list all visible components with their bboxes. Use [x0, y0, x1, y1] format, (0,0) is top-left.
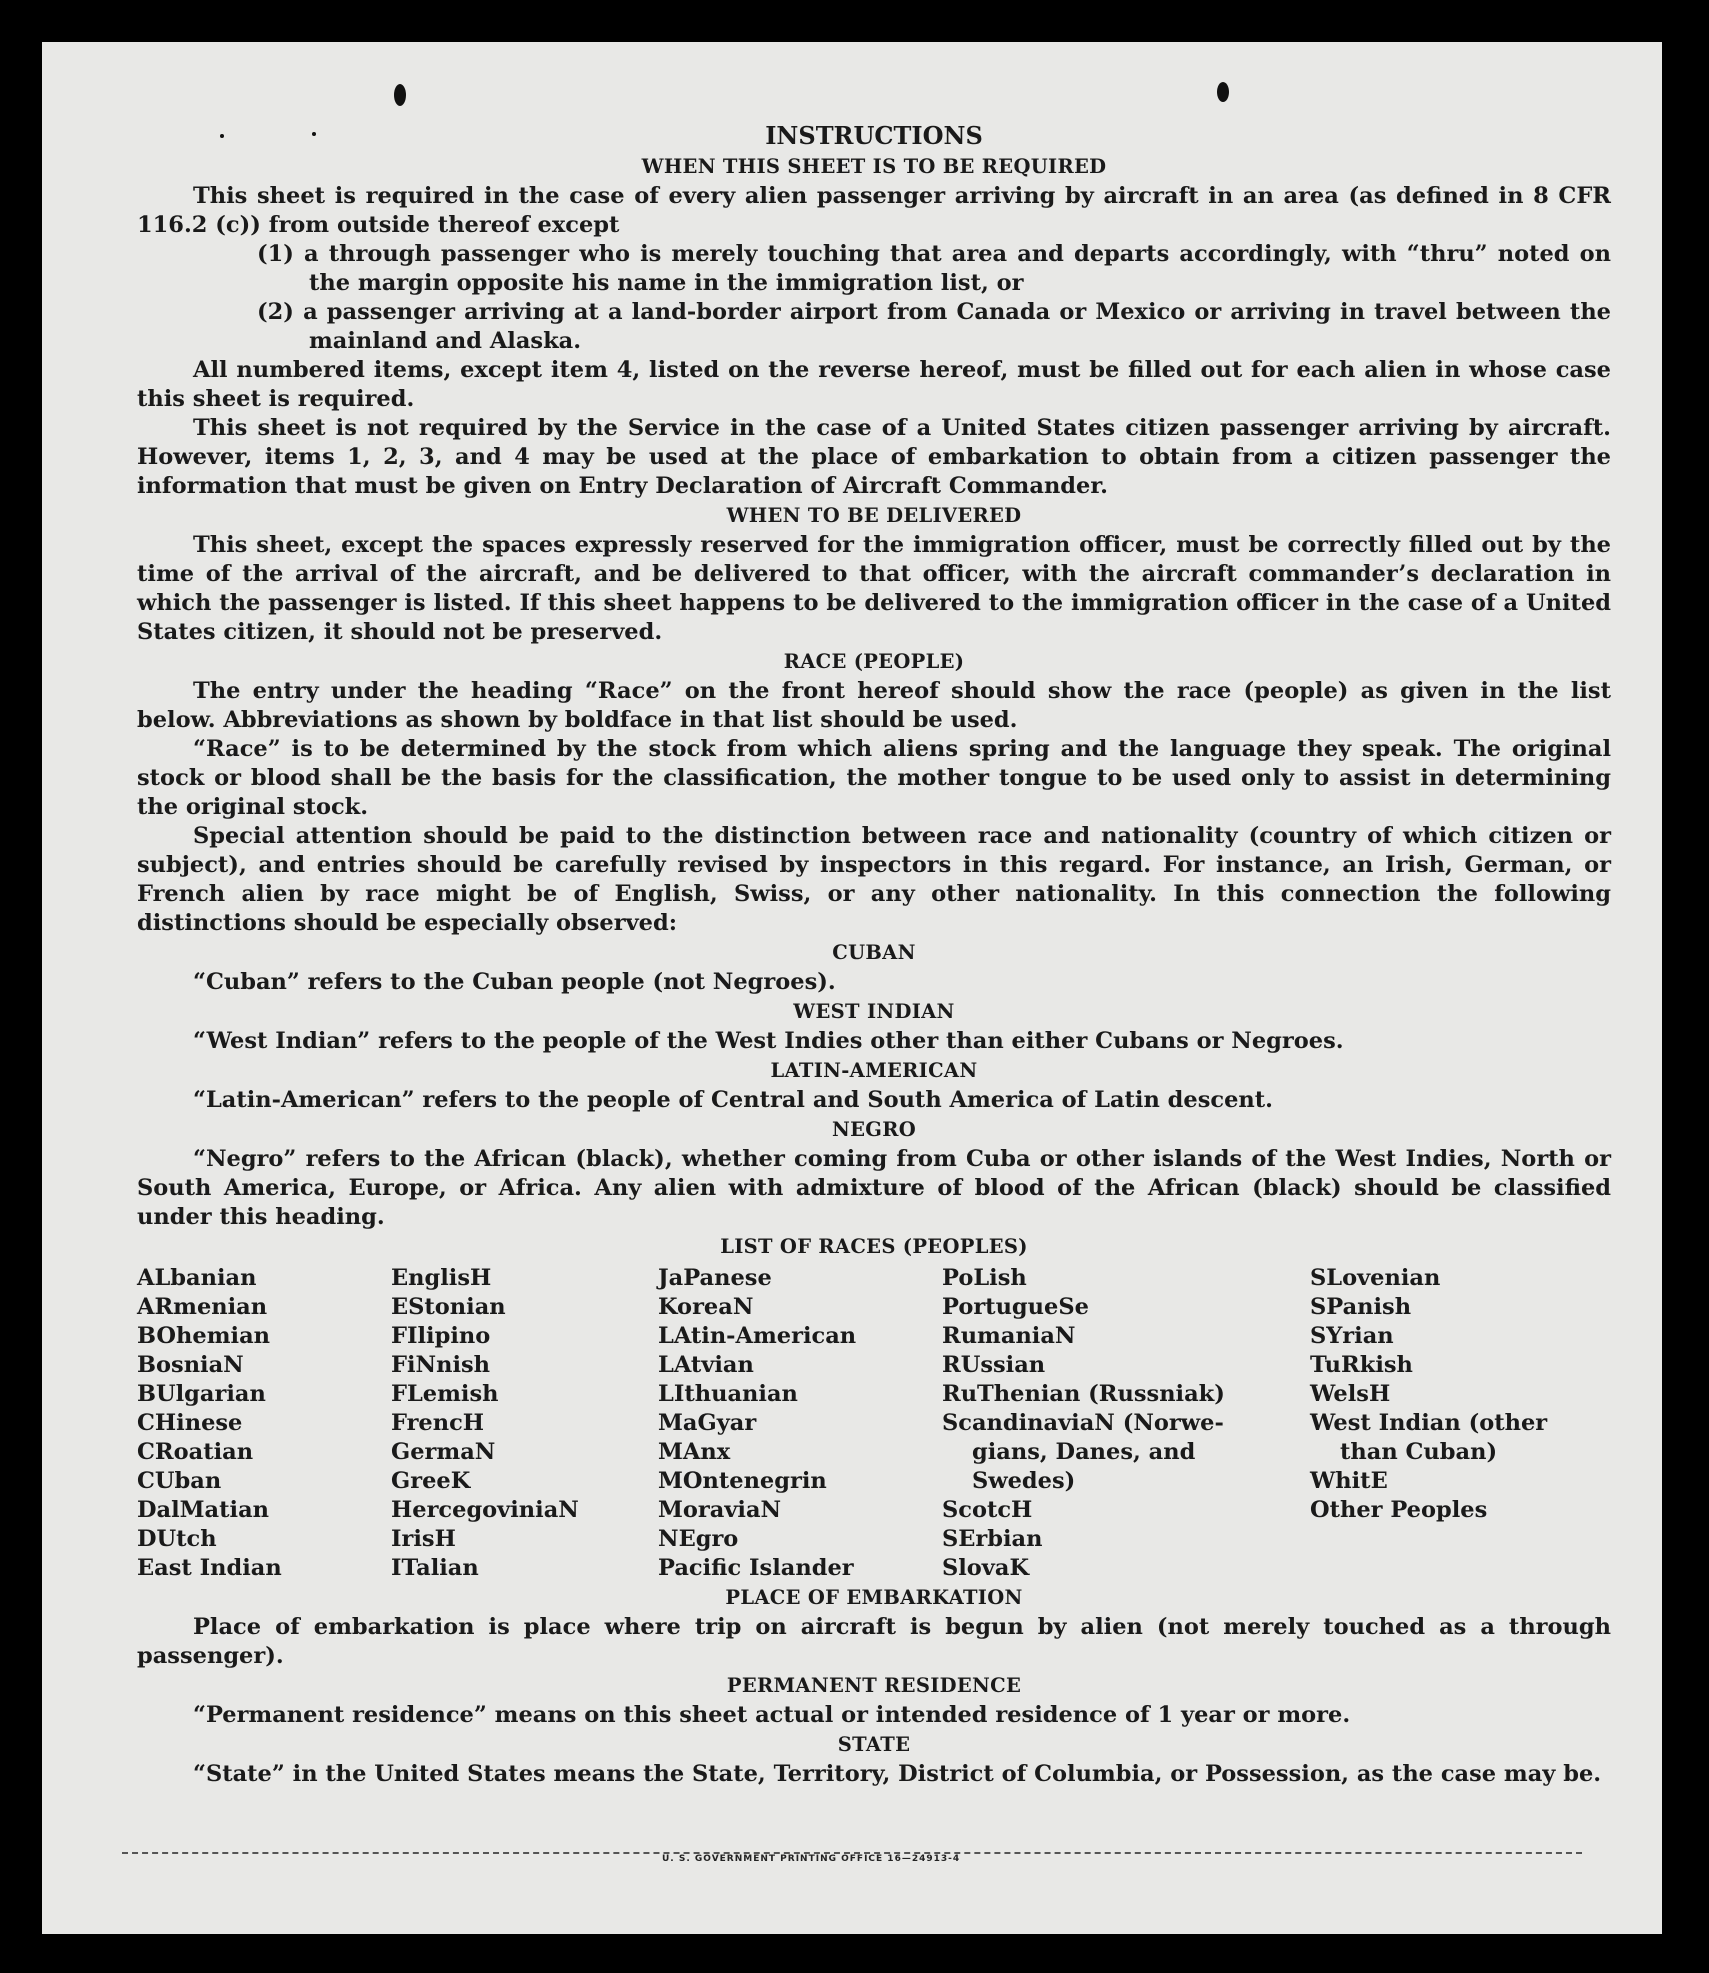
race-entry: JaPanese	[658, 1265, 772, 1291]
race-entry: MAnx	[658, 1439, 731, 1465]
race-entry: BUlgarian	[137, 1381, 266, 1407]
race-entry: FiNnish	[391, 1352, 491, 1378]
paragraph: This sheet, except the spaces expressly reserved for the immigration officer, must be correctly filled out by the time of the arrival of the aircraft, and be delivered to that officer, with the aircraft commander’s declaration in which the passenger is listed. If this sheet happens to be delivered to the immigration officer in the case of a United States citizen, it should not be preserved.	[137, 532, 1611, 645]
page-title: INSTRUCTIONS	[765, 121, 983, 150]
race-entry: ALbanian	[137, 1265, 257, 1291]
race-entry: ScotcH	[942, 1497, 1033, 1523]
heading-latin-american: LATIN-AMERICAN	[770, 1059, 978, 1082]
heading-state: STATE	[837, 1733, 911, 1756]
heading-west-indian: WEST INDIAN	[793, 1000, 955, 1023]
race-entry: GreeK	[391, 1468, 471, 1494]
race-entry: DUtch	[137, 1526, 217, 1552]
race-entry: MoraviaN	[658, 1497, 782, 1523]
race-entry: MaGyar	[658, 1410, 757, 1436]
race-entry: ITalian	[391, 1555, 479, 1581]
race-entry: WelsH	[1310, 1381, 1391, 1407]
printer-imprint: U. S. GOVERNMENT PRINTING OFFICE 16—24913-4	[662, 1854, 961, 1864]
race-entry: MOntenegrin	[658, 1468, 827, 1494]
paragraph: “Negro” refers to the African (black), whether coming from Cuba or other islands of the West Indies, North or South America, Europe, or Africa. Any alien with admixture of blood of the African (black) should be classified under this heading.	[137, 1146, 1611, 1230]
race-entry: RUssian	[942, 1352, 1046, 1378]
heading-negro: NEGRO	[831, 1118, 917, 1141]
paragraph: “Race” is to be determined by the stock from which aliens spring and the language they speak. The original stock or blood shall be the basis for the classification, the mother tongue to be used only to assist in determining the original stock.	[137, 736, 1611, 820]
heading-race: RACE (PEOPLE)	[783, 650, 965, 673]
race-entry: PortugueSe	[942, 1294, 1089, 1320]
race-entry: LIthuanian	[658, 1381, 798, 1407]
race-entry: Pacific Islander	[658, 1555, 854, 1581]
race-entry: East Indian	[137, 1555, 282, 1581]
race-entry: SYrian	[1310, 1323, 1394, 1349]
race-entry: SLovenian	[1310, 1265, 1441, 1291]
paragraph: Special attention should be paid to the distinction between race and nationality (country of which citizen or subject), and entries should be carefully revised by inspectors in this regard. For instance, an Irish, German, or French alien by race might be of English, Swiss, or any other nationality. In this connection the following distinctions should be especially observed:	[137, 823, 1611, 936]
heading-list-of-races: LIST OF RACES (PEOPLES)	[720, 1235, 1028, 1258]
paragraph: This sheet is required in the case of every alien passenger arriving by aircraft in an area (as defined in 8 CFR 116.2 (c)) from outside thereof except	[137, 183, 1611, 238]
race-column	[1310, 1264, 1611, 1583]
list-item: (1) a through passenger who is merely touching that area and departs accordingly, with “thru” noted on the margin opposite his name in the immigration list, or	[257, 241, 1611, 296]
heading-cuban: CUBAN	[832, 941, 916, 964]
race-column	[942, 1264, 1310, 1583]
race-entry: BOhemian	[137, 1323, 271, 1349]
race-list	[137, 1264, 1611, 1583]
race-entry: ScandinaviaN (Norwe-	[942, 1410, 1224, 1436]
race-entry: FIlipino	[391, 1323, 491, 1349]
race-entry: ARmenian	[137, 1294, 268, 1320]
race-entry: SErbian	[942, 1526, 1043, 1552]
paragraph: Place of embarkation is place where trip on aircraft is begun by alien (not merely touched as a through passenger).	[137, 1614, 1611, 1669]
race-entry: KoreaN	[658, 1294, 754, 1320]
race-entry: TuRkish	[1310, 1352, 1413, 1378]
race-entry: RuThenian (Russniak)	[942, 1381, 1225, 1407]
race-entry: IrisH	[391, 1526, 456, 1552]
paragraph: All numbered items, except item 4, listed on the reverse hereof, must be filled out for each alien in whose case this sheet is required.	[137, 357, 1611, 412]
race-entry: GermaN	[391, 1439, 496, 1465]
heading-residence: PERMANENT RESIDENCE	[726, 1674, 1022, 1697]
race-entry: than Cuban)	[1340, 1439, 1498, 1465]
race-entry: FrencH	[391, 1410, 485, 1436]
race-entry: LAtin-American	[658, 1323, 857, 1349]
race-entry: EnglisH	[391, 1265, 492, 1291]
race-entry: SlovaK	[942, 1555, 1030, 1581]
race-entry: gians, Danes, and	[972, 1439, 1196, 1465]
race-column	[658, 1264, 942, 1583]
instructions-body	[137, 120, 1611, 1789]
paragraph: “Permanent residence” means on this sheet actual or intended residence of 1 year or more.	[193, 1702, 1351, 1728]
race-entry: Other Peoples	[1310, 1497, 1488, 1523]
race-column	[137, 1264, 391, 1583]
race-entry: West Indian (other	[1310, 1410, 1548, 1436]
race-entry: CUban	[137, 1468, 222, 1494]
race-entry: BosniaN	[137, 1352, 244, 1378]
race-entry: CHinese	[137, 1410, 243, 1436]
paragraph: This sheet is not required by the Service in the case of a United States citizen passenger arriving by aircraft. However, items 1, 2, 3, and 4 may be used at the place of embarkation to obtain from a citizen passenger the information that must be given on Entry Declaration of Aircraft Commander.	[137, 415, 1611, 499]
list-item: (2) a passenger arriving at a land-border airport from Canada or Mexico or arriving in travel between the mainland and Alaska.	[257, 299, 1611, 354]
race-entry: CRoatian	[137, 1439, 254, 1465]
paragraph: “State” in the United States means the State, Territory, District of Columbia, or Possession, as the case may be.	[193, 1761, 1602, 1787]
heading-embarkation: PLACE OF EMBARKATION	[725, 1586, 1023, 1609]
heading-when-required: WHEN THIS SHEET IS TO BE REQUIRED	[641, 155, 1107, 178]
race-entry: DalMatian	[137, 1497, 270, 1523]
paragraph: The entry under the heading “Race” on the front hereof should show the race (people) as given in the list below. Abbreviations as shown by boldface in that list should be used.	[137, 678, 1611, 733]
race-entry: RumaniaN	[942, 1323, 1076, 1349]
race-entry: WhitE	[1310, 1468, 1388, 1494]
paragraph: “Latin-American” refers to the people of Central and South America of Latin descent.	[193, 1087, 1273, 1113]
document-page	[42, 42, 1662, 1934]
race-entry: EStonian	[391, 1294, 506, 1320]
race-entry: HercegoviniaN	[391, 1497, 579, 1523]
race-entry: PoLish	[942, 1265, 1027, 1291]
paragraph: “West Indian” refers to the people of the West Indies other than either Cubans or Negroes.	[193, 1028, 1344, 1054]
race-entry: NEgro	[658, 1526, 739, 1552]
race-entry: SPanish	[1310, 1294, 1412, 1320]
race-entry: Swedes)	[972, 1468, 1076, 1494]
heading-when-delivered: WHEN TO BE DELIVERED	[726, 504, 1022, 527]
race-column	[391, 1264, 658, 1583]
paragraph: “Cuban” refers to the Cuban people (not Negroes).	[193, 969, 836, 995]
race-entry: LAtvian	[658, 1352, 754, 1378]
race-entry: FLemish	[391, 1381, 499, 1407]
